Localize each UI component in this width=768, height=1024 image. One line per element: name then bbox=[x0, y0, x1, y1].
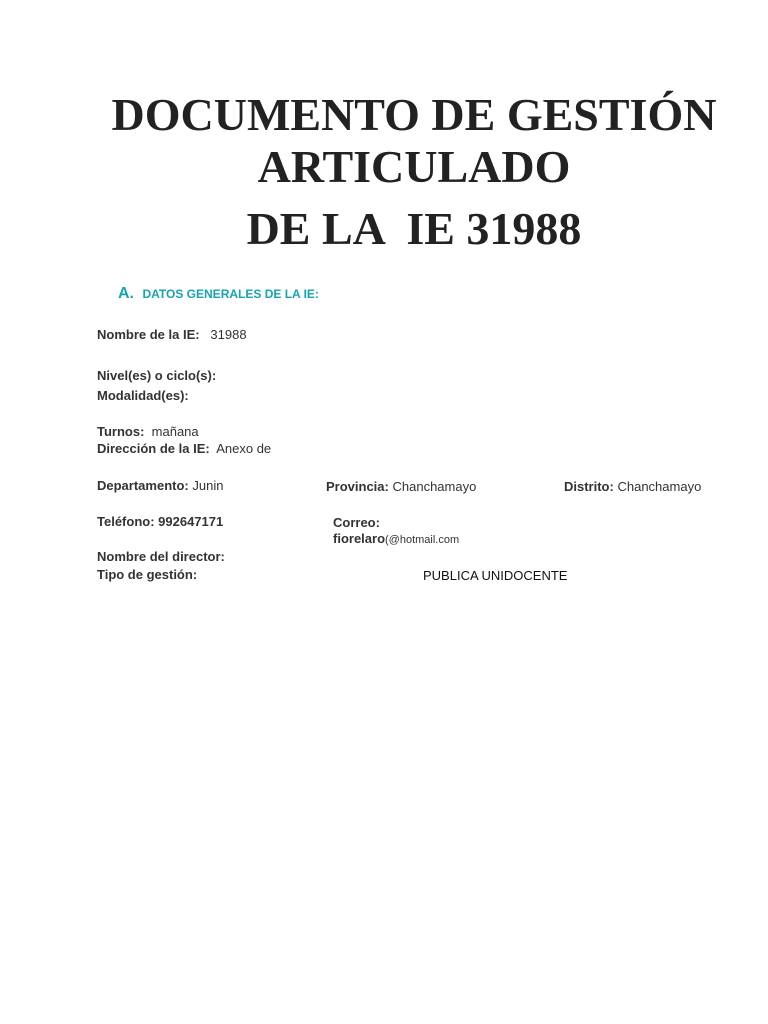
field-nombre-ie bbox=[97, 327, 247, 343]
field-director bbox=[97, 549, 225, 565]
field-value: Anexo de bbox=[216, 441, 272, 456]
field-correo-value bbox=[333, 531, 459, 548]
field-label: Departamento: bbox=[97, 478, 189, 493]
document-title-line-1: DOCUMENTO DE GESTIÓN bbox=[111, 89, 717, 140]
field-provincia bbox=[326, 479, 476, 495]
field-label: Teléfono: bbox=[97, 514, 155, 529]
field-turnos bbox=[97, 424, 199, 440]
section-heading bbox=[118, 285, 319, 303]
field-nivel bbox=[97, 368, 216, 384]
email-user: fiorelaro bbox=[333, 531, 386, 546]
document-title-line-2: ARTICULADO bbox=[257, 141, 571, 192]
field-value: Chanchamayo bbox=[392, 479, 477, 494]
document-title-line-3: DE LA IE 31988 bbox=[246, 203, 582, 254]
field-modalidad bbox=[97, 388, 189, 404]
field-direccion bbox=[97, 441, 271, 457]
field-correo-label bbox=[333, 515, 380, 531]
section-heading-text: DATOS GENERALES DE LA IE: bbox=[142, 287, 319, 301]
field-tipo-gestion bbox=[97, 567, 197, 583]
field-value: PUBLICA UNIDOCENTE bbox=[423, 568, 568, 583]
field-tipo-gestion-value bbox=[423, 568, 567, 584]
field-label: Nivel(es) o ciclo(s): bbox=[97, 368, 217, 383]
field-label: Dirección de la IE: bbox=[97, 441, 210, 456]
email-domain: (@hotmail.com bbox=[385, 534, 460, 546]
field-distrito bbox=[564, 479, 701, 495]
field-telefono bbox=[97, 514, 223, 530]
section-letter: A. bbox=[118, 285, 134, 302]
field-label: Nombre del director: bbox=[97, 549, 225, 564]
field-label: Nombre de la IE: bbox=[97, 327, 200, 342]
field-label: Distrito: bbox=[564, 479, 614, 494]
field-value: 31988 bbox=[210, 327, 247, 342]
field-label: Tipo de gestión: bbox=[97, 567, 198, 582]
field-label: Turnos: bbox=[97, 424, 145, 439]
field-value: Chanchamayo bbox=[617, 479, 702, 494]
field-label: Correo: bbox=[333, 515, 380, 530]
field-label: Modalidad(es): bbox=[97, 388, 189, 403]
field-value: Junin bbox=[192, 478, 224, 493]
field-departamento bbox=[97, 478, 223, 494]
field-label: Provincia: bbox=[326, 479, 389, 494]
field-value: 992647171 bbox=[158, 514, 224, 529]
field-value: mañana bbox=[151, 424, 199, 439]
